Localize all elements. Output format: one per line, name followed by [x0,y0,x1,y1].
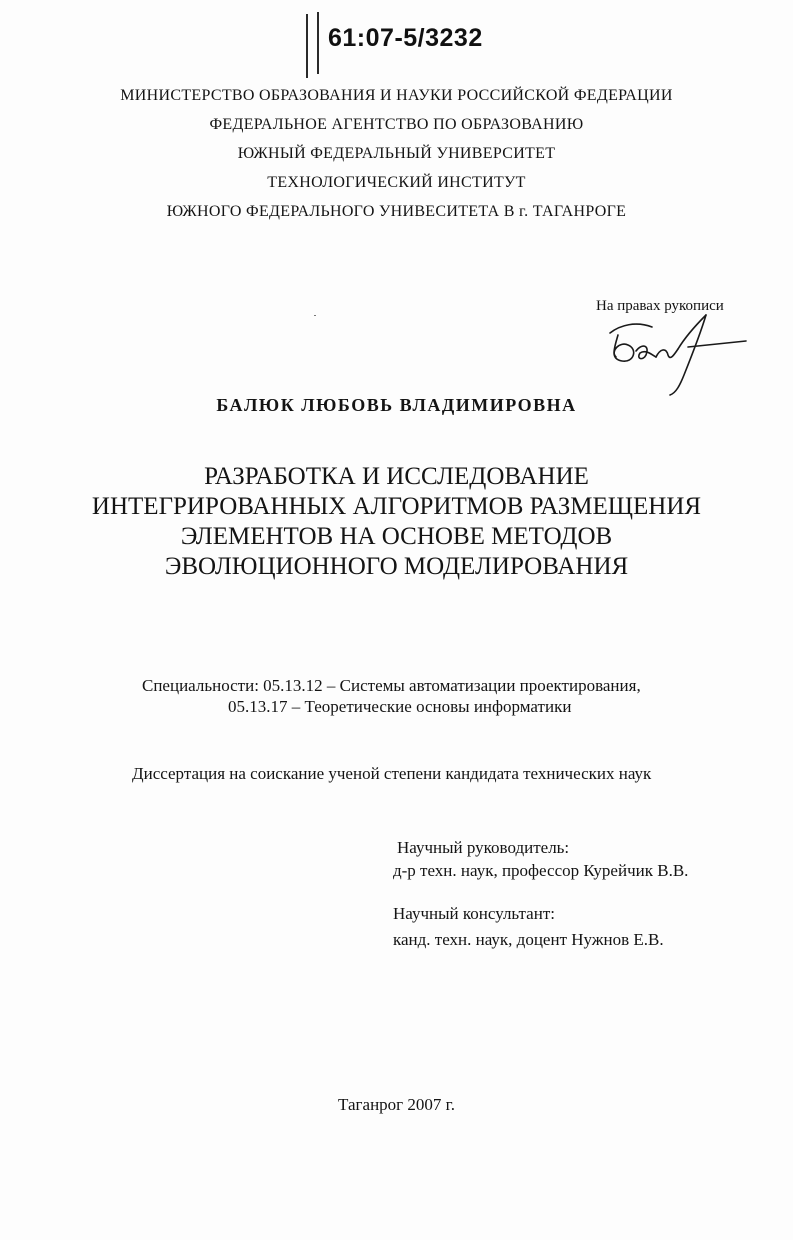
margin-line-left [306,14,308,78]
header-line-institute: ТЕХНОЛОГИЧЕСКИЙ ИНСТИТУТ [267,174,526,191]
author-name: БАЛЮК ЛЮБОВЬ ВЛАДИМИРОВНА [216,395,577,415]
title-line-3: ЭЛЕМЕНТОВ НА ОСНОВЕ МЕТОДОВ [180,523,613,550]
supervisor-name: д-р техн. наук, профессор Курейчик В.В. [393,861,689,880]
margin-line-right [317,12,319,74]
title-line-1: РАЗРАБОТКА И ИССЛЕДОВАНИЕ [204,463,589,490]
manuscript-rights-note: На правах рукописи [596,298,724,314]
consultant-name: канд. техн. наук, доцент Нужнов Е.В. [393,930,664,949]
header-line-city-branch: ЮЖНОГО ФЕДЕРАЛЬНОГО УНИВЕСИТЕТА В г. ТАГАНРОГЕ [166,203,627,220]
title-line-4: ЭВОЛЮЦИОННОГО МОДЕЛИРОВАНИЯ [164,553,629,580]
specialty-line-1: Специальности: 05.13.12 – Системы автоматизации проектирования, [142,676,641,695]
specialty-line-2: 05.13.17 – Теоретические основы информатики [228,697,572,716]
supervisor-label: Научный руководитель: [397,838,570,857]
header-line-ministry: МИНИСТЕРСТВО ОБРАЗОВАНИЯ И НАУКИ РОССИЙСКОЙ ФЕДЕРАЦИИ [120,87,673,104]
header-line-agency: ФЕДЕРАЛЬНОЕ АГЕНТСТВО ПО ОБРАЗОВАНИЮ [209,116,584,133]
archive-stamp-number: 61:07-5/3232 [328,24,483,52]
title-line-2: ИНТЕГРИРОВАННЫХ АЛГОРИТМОВ РАЗМЕЩЕНИЯ [91,493,702,520]
scan-speck [314,315,316,316]
handwritten-signature [596,305,756,405]
city-year: Таганрог 2007 г. [338,1095,455,1114]
consultant-label: Научный консультант: [393,904,555,923]
dissertation-degree-line: Диссертация на соискание ученой степени кандидата технических наук [132,764,652,783]
header-line-university: ЮЖНЫЙ ФЕДЕРАЛЬНЫЙ УНИВЕРСИТЕТ [237,145,556,162]
dissertation-title [0,462,793,582]
